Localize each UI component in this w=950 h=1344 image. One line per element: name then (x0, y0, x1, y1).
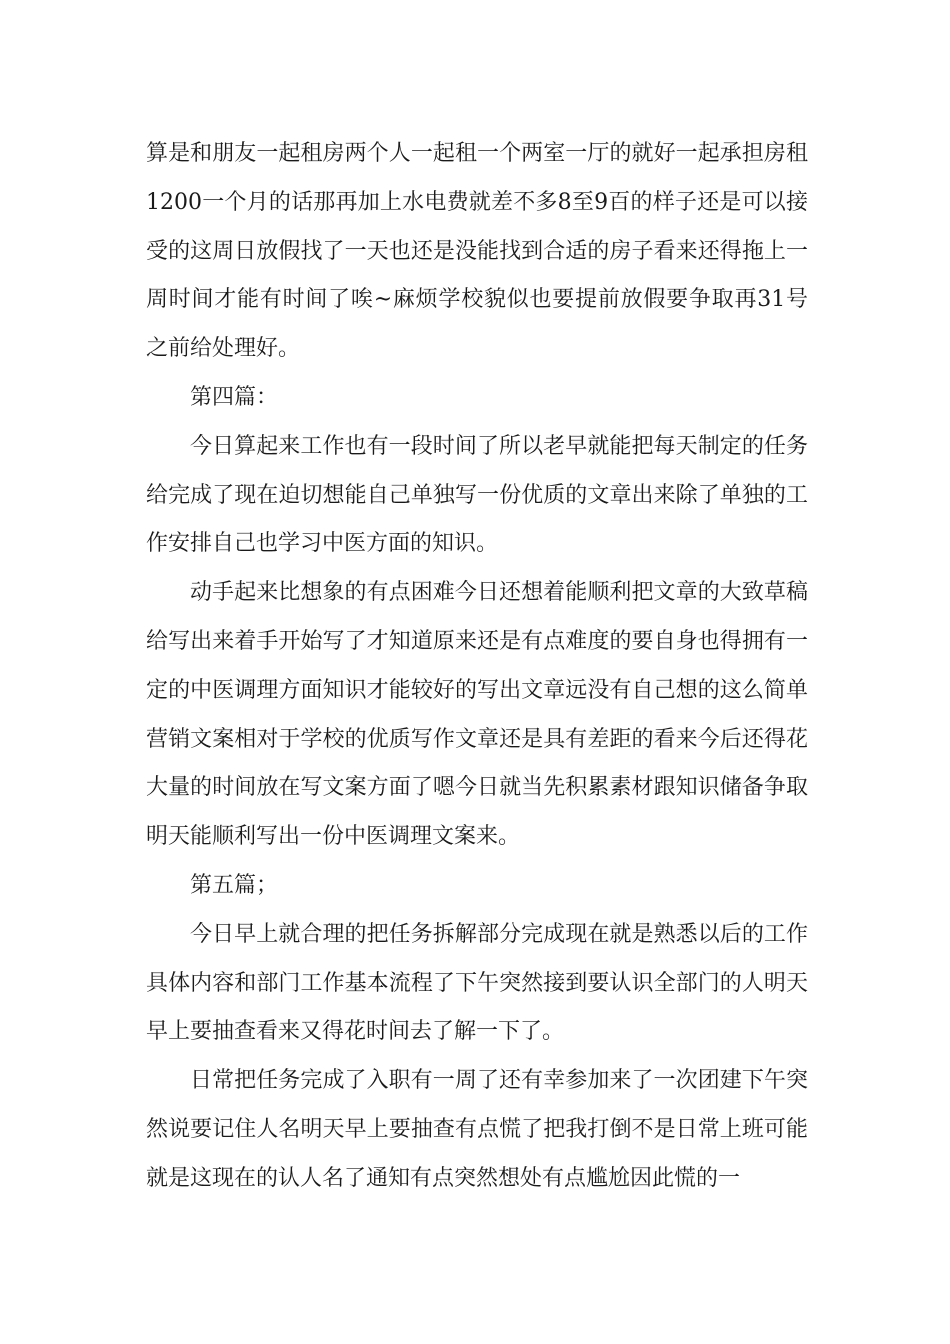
paragraph: 今日算起来工作也有一段时间了所以老早就能把每天制定的任务给完成了现在迫切想能自己单独写一份优质的文章出来除了单独的工作安排自己也学习中医方面的知识。 (146, 433, 808, 557)
paragraph: 日常把任务完成了入职有一周了还有幸参加来了一次团建下午突然说要记住人名明天早上要抽查有点慌了把我打倒不是日常上班可能就是这现在的认人名了通知有点突然想处有点尴尬因此慌的一 (146, 1068, 808, 1191)
paragraph: 今日早上就合理的把任务拆解部分完成现在就是熟悉以后的工作具体内容和部门工作基本流程了下午突然接到要认识全部门的人明天早上要抽查看来又得花时间去了解一下了。 (146, 921, 808, 1045)
document-body (146, 130, 808, 1204)
paragraph: 动手起来比想象的有点困难今日还想着能顺利把文章的大致草稿给写出来着手开始写了才知道原来还是有点难度的要自身也得拥有一定的中医调理方面知识才能较好的写出文章远没有自己想的这么简单营销文案相对于学校的优质写作文章还是具有差距的看来今后还得花大量的时间放在写文案方面了嗯今日就当先积累素材跟知识储备争取明天能顺利写出一份中医调理文案来。 (146, 580, 808, 850)
section-heading-part-five: 第五篇； (190, 872, 279, 898)
paragraph-continued: 算是和朋友一起租房两个人一起租一个两室一厅的就好一起承担房租1200一个月的话那再加上水电费就差不多8至9百的样子还是可以接受的这周日放假找了一天也还是没能找到合适的房子看来还得拖上一周时间才能有时间了唉~麻烦学校貌似也要提前放假要争取再31号之前给处理好。 (146, 141, 808, 362)
section-heading-part-four: 第四篇： (190, 384, 279, 410)
